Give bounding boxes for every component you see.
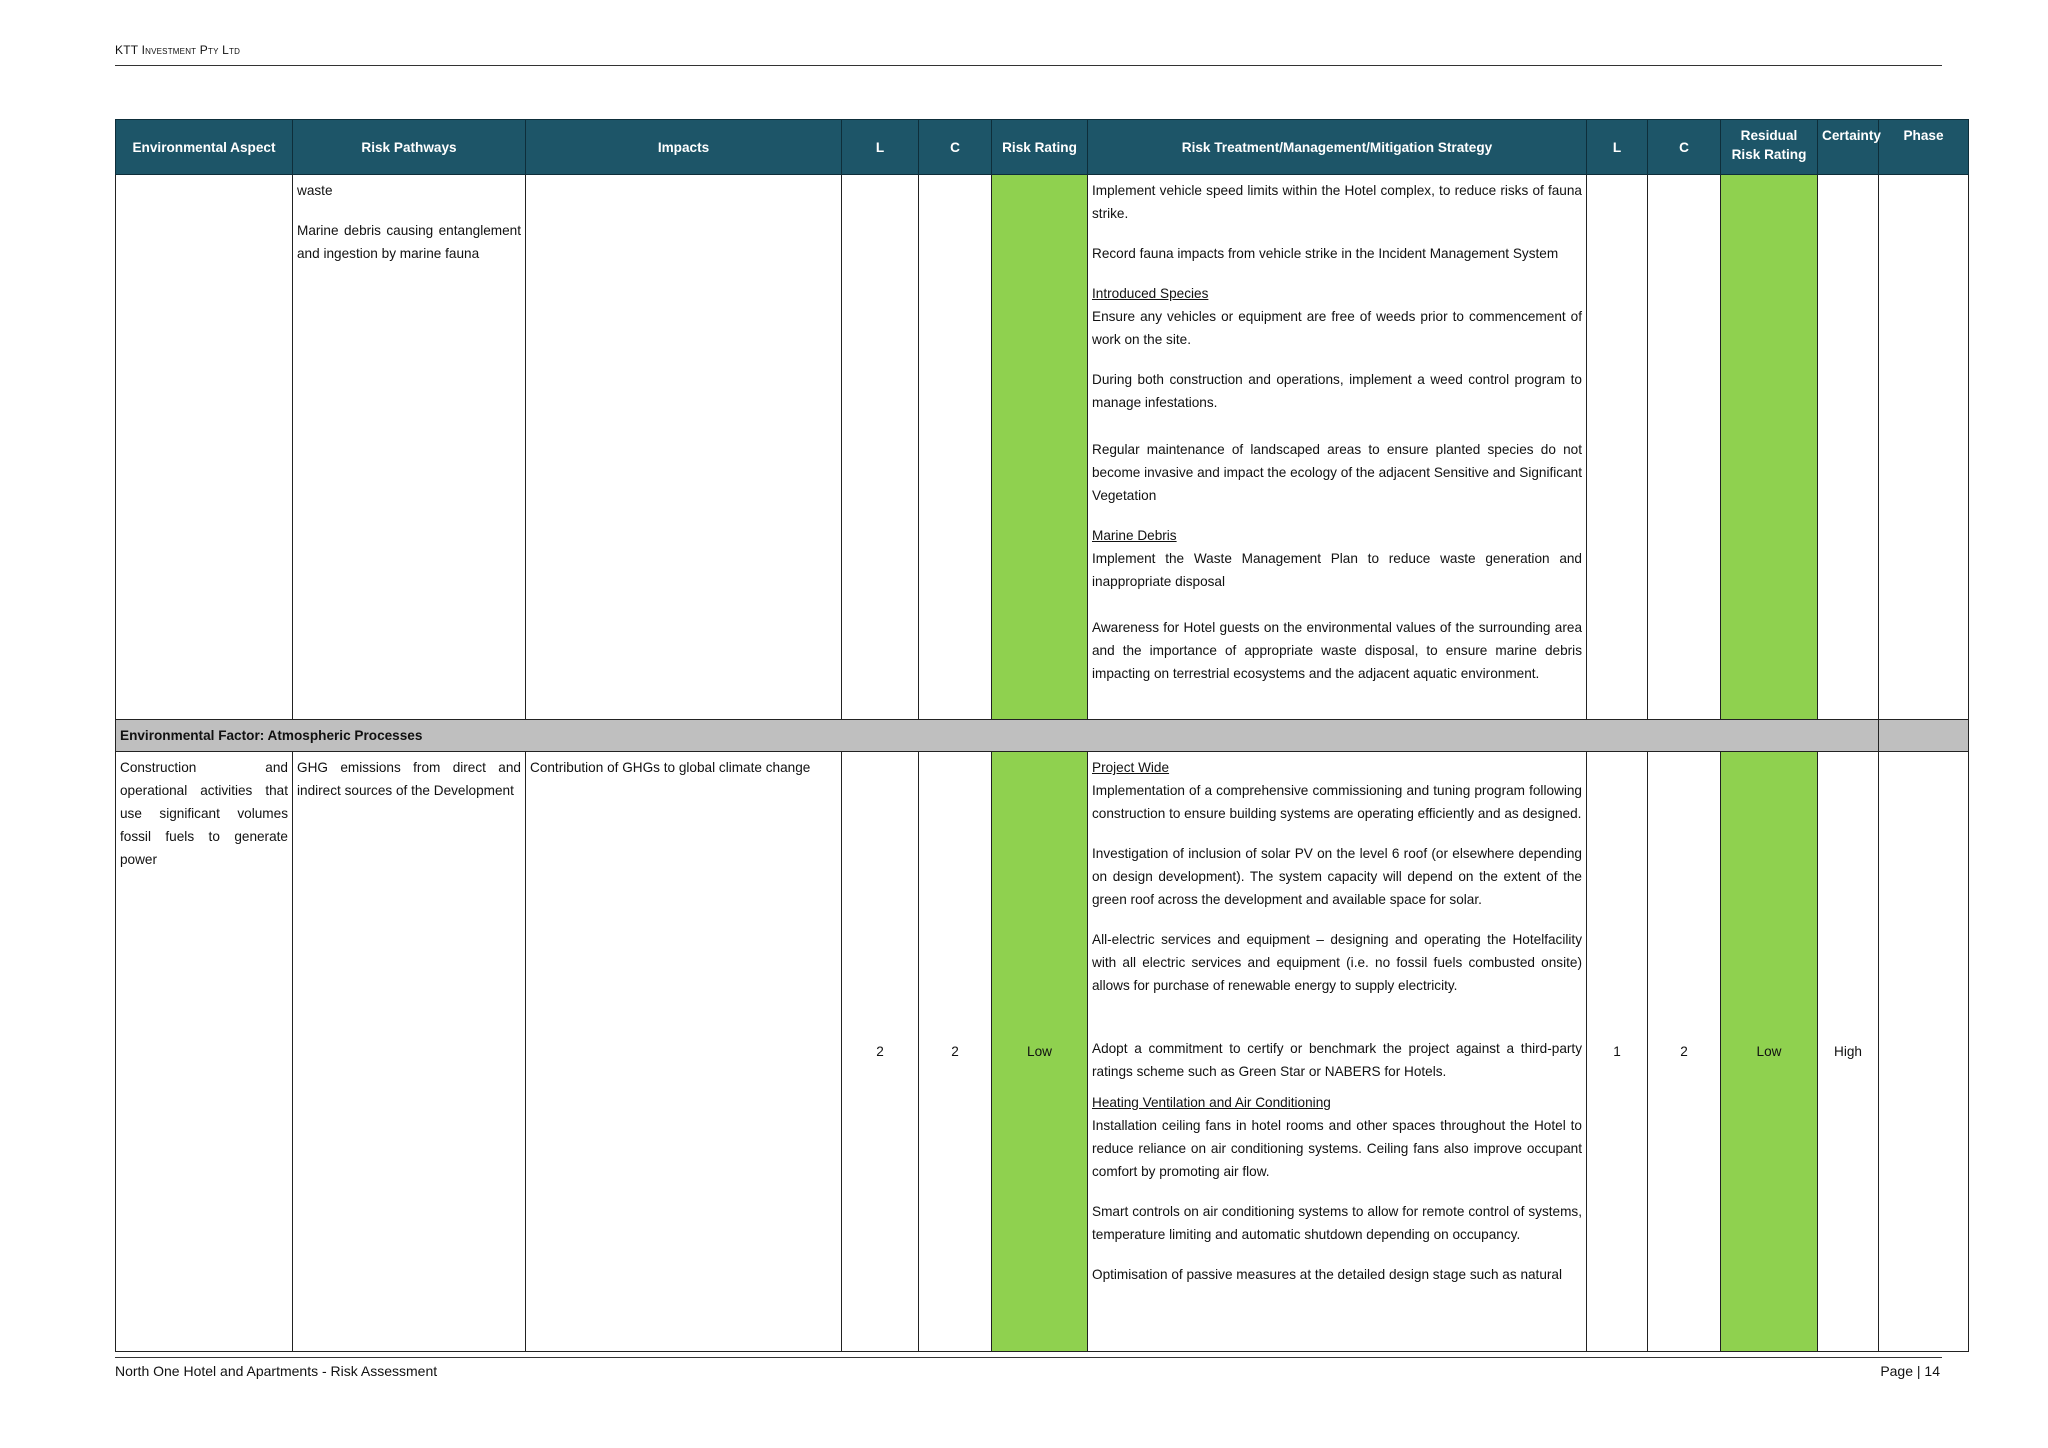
phase-cell xyxy=(1879,175,1969,720)
col-header-certainty: Certainty xyxy=(1818,120,1879,175)
treatment-subheading: Project Wide xyxy=(1092,760,1170,775)
treatment-text: All-electric services and equipment – designing and operating the Hotelfacility with all electric services and equipment (i.e. no fossil fuels combusted onsite) allows for purchase of renewable energy to supply electricity. xyxy=(1092,932,1582,993)
footer-rule xyxy=(115,1357,1942,1358)
treatment-text: During both construction and operations, implement a weed control program to manage infestations. xyxy=(1092,372,1582,410)
residual-consequence-cell: 2 xyxy=(1648,752,1721,1352)
residual-rating-cell: Low xyxy=(1721,752,1818,1352)
treatment-text: Regular maintenance of landscaped areas to ensure planted species do not become invasive and impact the ecology of the adjacent Sensitive and Significant Vegetation xyxy=(1092,442,1582,503)
consequence-cell xyxy=(919,175,992,720)
col-header-residual-consequence: C xyxy=(1648,120,1721,175)
company-name xyxy=(115,43,240,57)
treatment-subheading: Marine Debris xyxy=(1092,528,1177,543)
pathway-text: waste xyxy=(297,183,333,198)
treatment-text: Smart controls on air conditioning systems to allow for remote control of systems, temperature limiting and automatic shutdown depending on occupancy. xyxy=(1092,1204,1582,1242)
impacts-cell xyxy=(526,175,842,720)
footer-document-title: North One Hotel and Apartments - Risk Assessment xyxy=(115,1363,438,1379)
footer-page-number: Page | 14 xyxy=(1880,1363,1940,1379)
treatment-text: Record fauna impacts from vehicle strike in the Incident Management System xyxy=(1092,246,1559,261)
treatment-text: Optimisation of passive measures at the detailed design stage such as natural xyxy=(1092,1267,1563,1282)
impacts-cell: Contribution of GHGs to global climate change xyxy=(526,752,842,1352)
pathways-cell xyxy=(293,175,526,720)
col-header-pathways: Risk Pathways xyxy=(293,120,526,175)
certainty-cell: High xyxy=(1818,752,1879,1352)
col-header-phase: Phase xyxy=(1879,120,1969,175)
treatment-cell xyxy=(1088,175,1587,720)
treatment-text: Implementation of a comprehensive commissioning and tuning program following construction to ensure building systems are operating efficiently and as designed. xyxy=(1092,783,1582,821)
factor-phase-cell xyxy=(1879,720,1969,752)
col-header-aspect: Environmental Aspect xyxy=(116,120,293,175)
treatment-subheading: Introduced Species xyxy=(1092,286,1209,301)
col-header-residual-likelihood: L xyxy=(1587,120,1648,175)
certainty-cell xyxy=(1818,175,1879,720)
residual-likelihood-cell xyxy=(1587,175,1648,720)
residual-rating-cell xyxy=(1721,175,1818,720)
residual-likelihood-cell: 1 xyxy=(1587,752,1648,1352)
table-header-row xyxy=(116,120,1969,175)
table-row xyxy=(116,752,1969,1352)
treatment-text: Implement the Waste Management Plan to reduce waste generation and inappropriate disposal xyxy=(1092,551,1582,589)
risk-rating-cell xyxy=(992,175,1088,720)
treatment-text: Investigation of inclusion of solar PV on the level 6 roof (or elsewhere depending on design development). The system capacity will depend on the extent of the green roof across the development and available space for solar. xyxy=(1092,846,1582,907)
environmental-factor-label: Environmental Factor: Atmospheric Processes xyxy=(116,720,1879,752)
col-header-impacts: Impacts xyxy=(526,120,842,175)
treatment-text: Installation ceiling fans in hotel rooms and other spaces throughout the Hotel to reduce reliance on air conditioning systems. Ceiling fans also improve occupant comfort by promoting air flow. xyxy=(1092,1118,1582,1179)
treatment-cell xyxy=(1088,752,1587,1352)
treatment-subheading: Heating Ventilation and Air Conditioning xyxy=(1092,1095,1331,1110)
likelihood-cell: 2 xyxy=(842,752,919,1352)
company-name-first: KTT I xyxy=(115,43,146,57)
pathway-text: Marine debris causing entanglement and ingestion by marine fauna xyxy=(297,223,521,261)
phase-cell xyxy=(1879,752,1969,1352)
col-header-likelihood: L xyxy=(842,120,919,175)
risk-assessment-table xyxy=(115,119,1969,1352)
environmental-factor-row xyxy=(116,720,1969,752)
header-rule xyxy=(115,65,1942,66)
company-name-rest: nvestment Pty Ltd xyxy=(145,43,241,57)
table-row xyxy=(116,175,1969,720)
col-header-risk-rating: Risk Rating xyxy=(992,120,1088,175)
treatment-text: Ensure any vehicles or equipment are free of weeds prior to commencement of work on the site. xyxy=(1092,309,1582,347)
col-header-consequence: C xyxy=(919,120,992,175)
consequence-cell: 2 xyxy=(919,752,992,1352)
treatment-text: Awareness for Hotel guests on the environmental values of the surrounding area and the importance of appropriate waste disposal, to ensure marine debris impacting on terrestrial ecosystems and the adjacent aquatic environment. xyxy=(1092,620,1582,681)
risk-rating-cell: Low xyxy=(992,752,1088,1352)
treatment-text: Adopt a commitment to certify or benchmark the project against a third-party ratings scheme such as Green Star or NABERS for Hotels. xyxy=(1092,1041,1582,1079)
pathways-cell: GHG emissions from direct and indirect sources of the Development xyxy=(293,752,526,1352)
likelihood-cell xyxy=(842,175,919,720)
col-header-treatment: Risk Treatment/Management/Mitigation Strategy xyxy=(1088,120,1587,175)
aspect-cell xyxy=(116,175,293,720)
aspect-cell: Construction and operational activities that use significant volumes fossil fuels to generate power xyxy=(116,752,293,1352)
col-header-residual-rating: Residual Risk Rating xyxy=(1721,120,1818,175)
treatment-text: Implement vehicle speed limits within the Hotel complex, to reduce risks of fauna strike. xyxy=(1092,183,1582,221)
residual-consequence-cell xyxy=(1648,175,1721,720)
